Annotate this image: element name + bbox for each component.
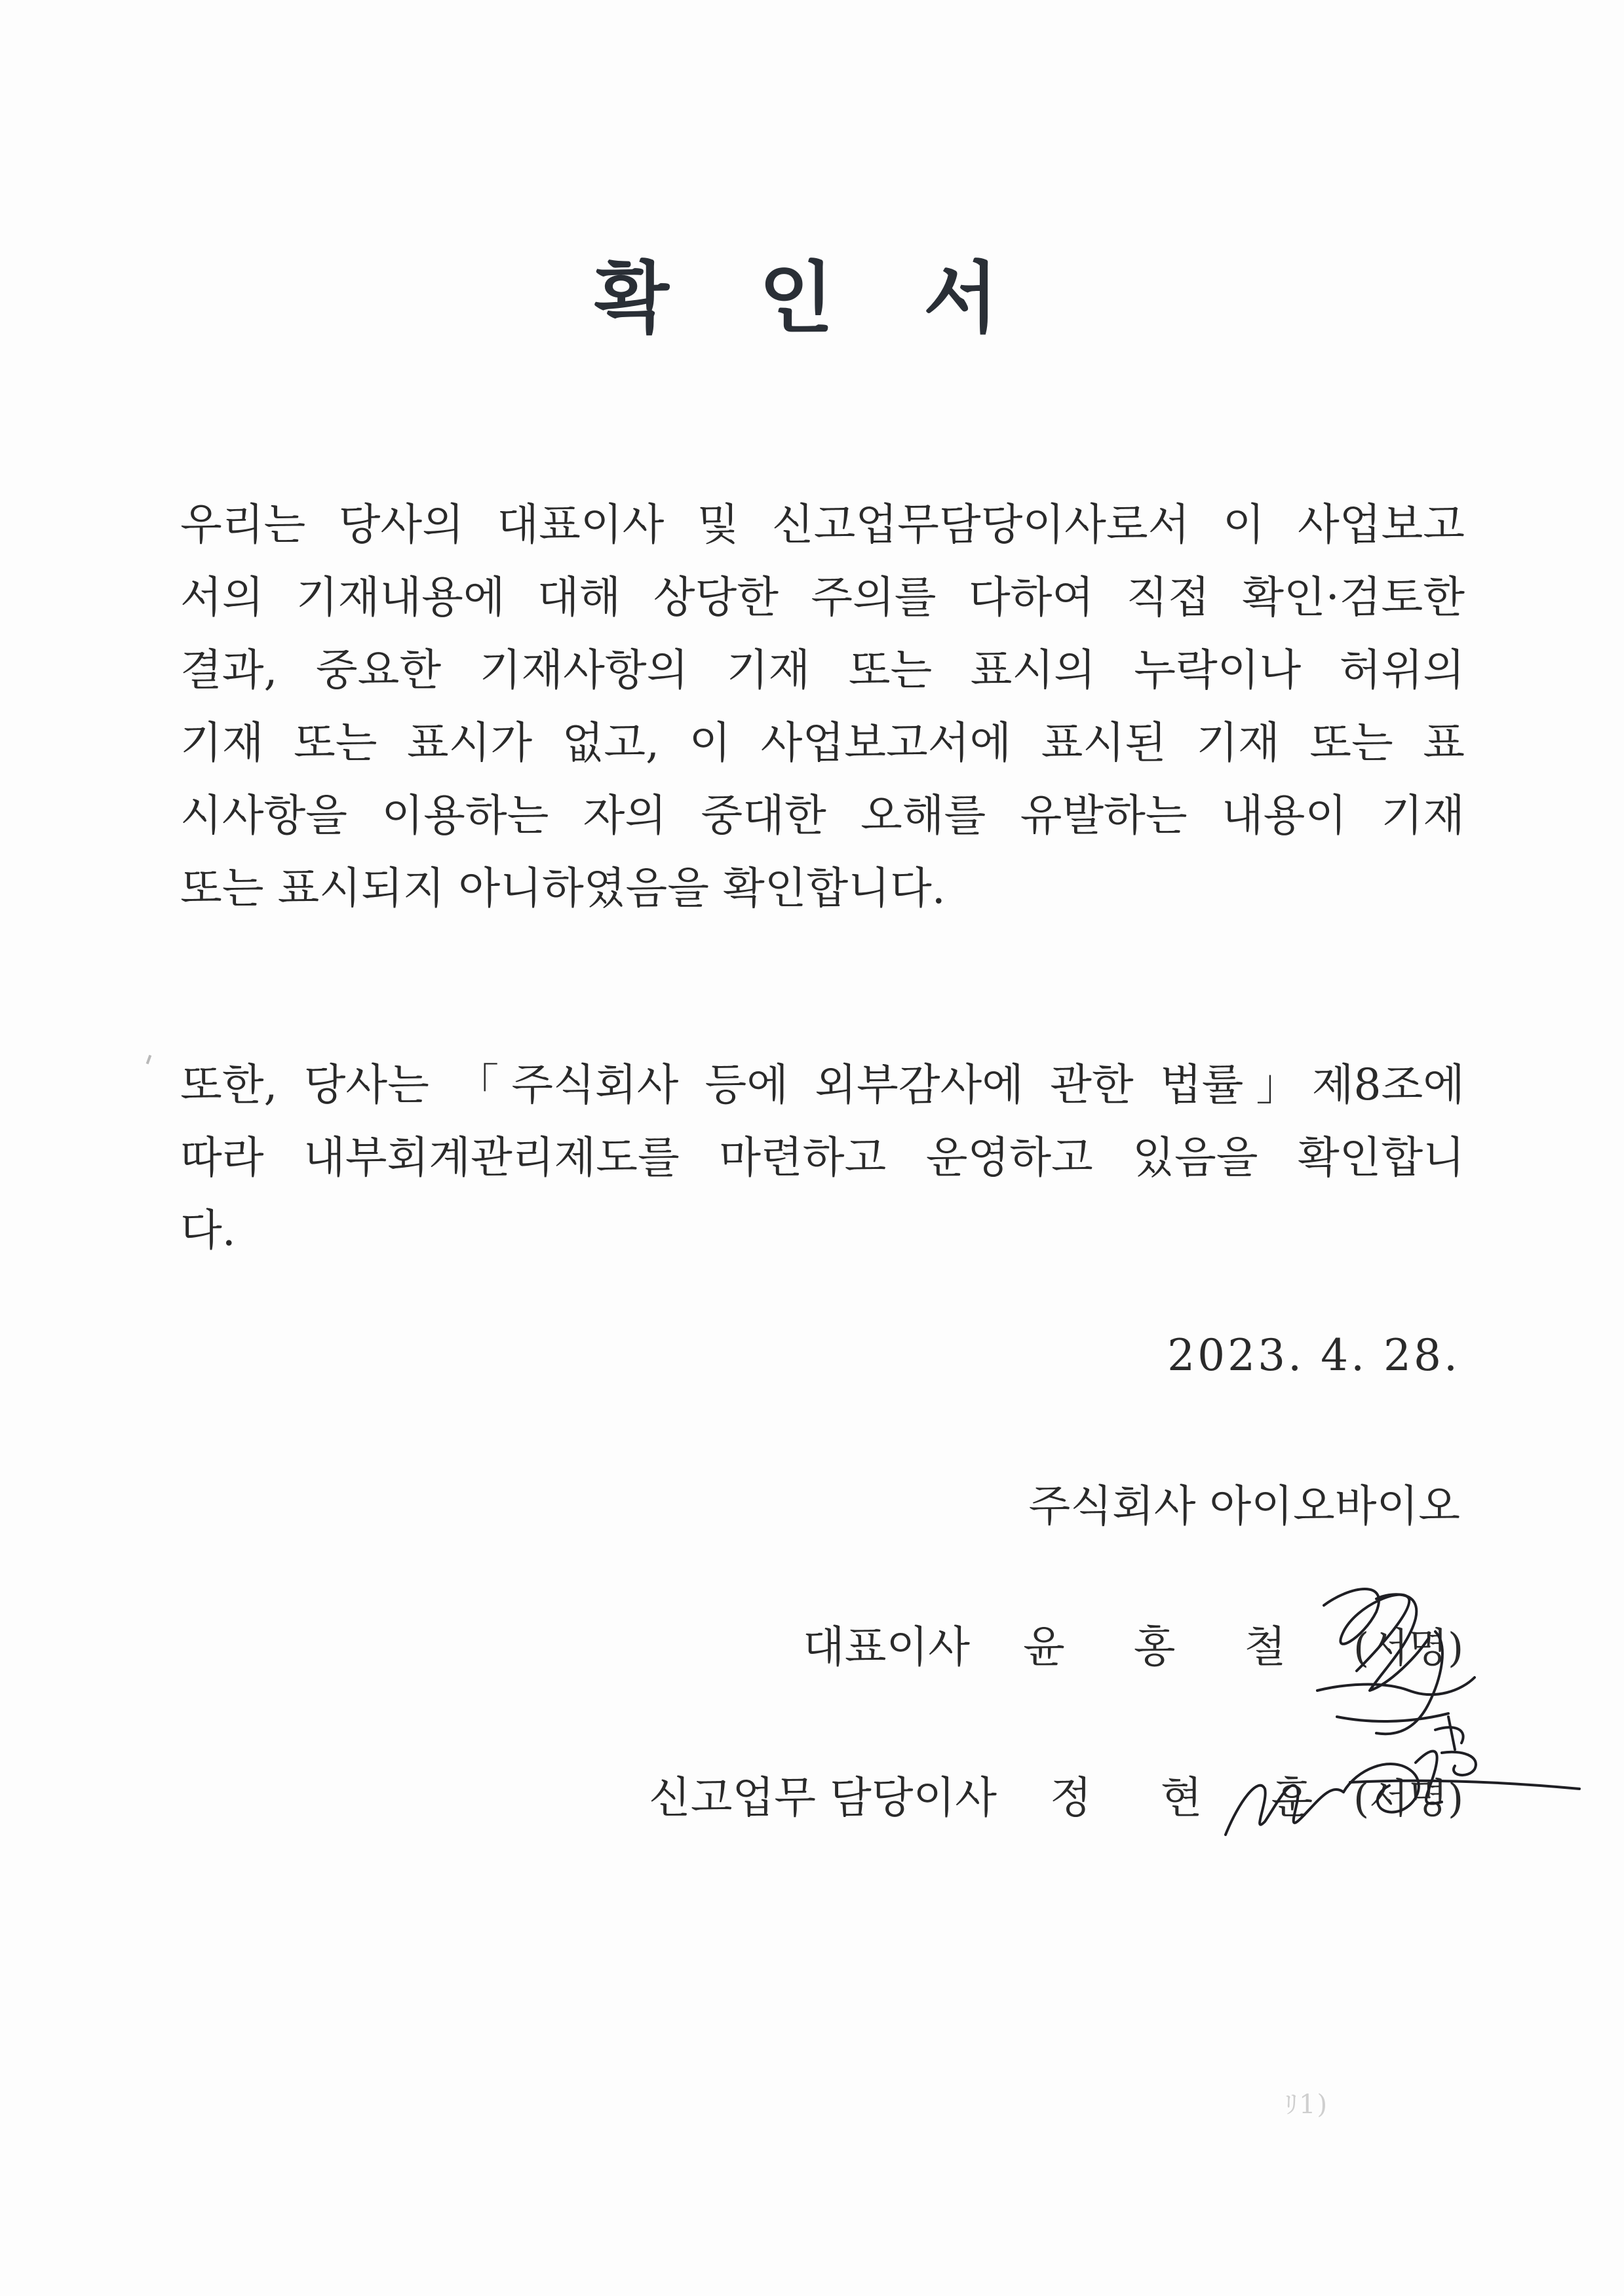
document-date: 2023. 4. 28.	[1167, 1330, 1460, 1381]
paragraph-line: 또한, 당사는 「주식회사 등에 외부감사에 관한 법률」제8조에	[180, 1060, 1465, 1110]
officer-role: 신고업무 담당이사	[649, 1772, 997, 1823]
ceo-signature-line	[803, 1612, 1313, 1674]
document-title: 확 인 서	[594, 253, 1030, 343]
officer-name: 정 현 훈	[1050, 1772, 1341, 1823]
internal-control-paragraph	[180, 1048, 1465, 1267]
officer-handwritten-signature	[1219, 1704, 1586, 1861]
ceo-seal-mark: (서명)	[1353, 1624, 1464, 1672]
paragraph-line: 기재 또는 표시가 없고, 이 사업보고서에 표시된 기재 또는 표	[180, 718, 1465, 768]
ceo-role: 대표이사	[803, 1622, 971, 1672]
paragraph-line: 따라 내부회계관리제도를 마련하고 운영하고 있음을 확인합니	[180, 1132, 1465, 1183]
confirmation-paragraph	[180, 488, 1465, 925]
paragraph-line: 결과, 중요한 기재사항의 기재 또는 표시의 누락이나 허위의	[180, 645, 1465, 695]
paragraph-line: 시사항을 이용하는 자의 중대한 오해를 유발하는 내용이 기재	[180, 790, 1465, 841]
scan-speck	[146, 1055, 152, 1065]
officer-seal-mark: (서명)	[1353, 1774, 1464, 1822]
paragraph-line: 다.	[180, 1205, 236, 1255]
paragraph-line: 또는 표시되지 아니하였음을 확인합니다.	[180, 863, 946, 913]
ceo-name: 윤 홍 철	[1023, 1622, 1314, 1672]
company-name: 주식회사 아이오바이오	[1028, 1481, 1460, 1531]
paragraph-line: 우리는 당사의 대표이사 및 신고업무담당이사로서 이 사업보고	[180, 499, 1465, 550]
paragraph-line: 서의 기재내용에 대해 상당한 주의를 다하여 직접 확인·검토한	[180, 572, 1465, 622]
footer-faint-stamp: ﾘ1)	[1285, 2090, 1329, 2120]
